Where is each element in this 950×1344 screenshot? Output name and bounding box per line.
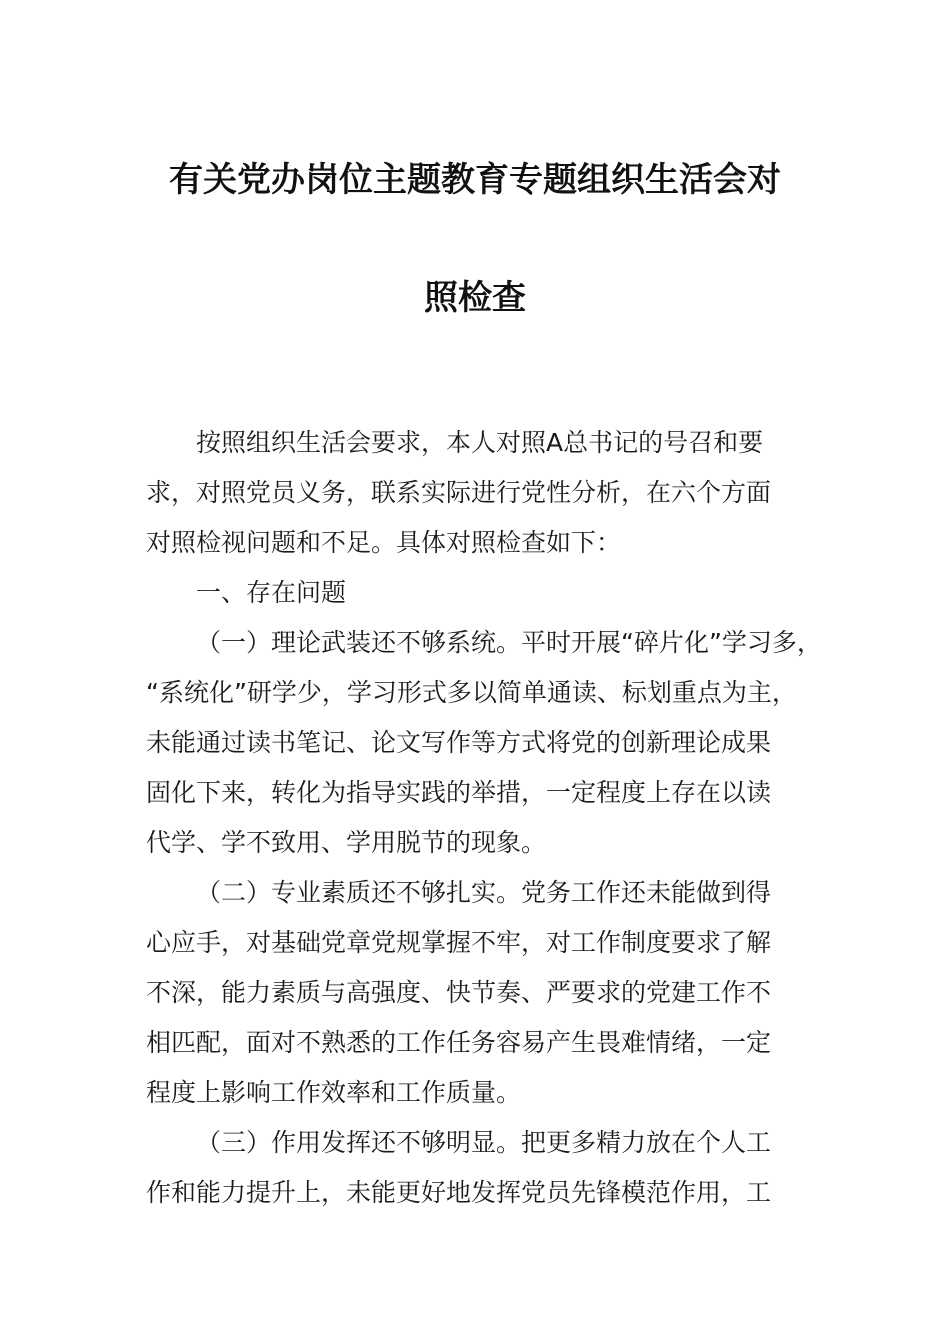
body-line: （三）作用发挥还不够明显。把更多精力放在个人工 — [196, 1128, 772, 1157]
body-line: 对照检视问题和不足。具体对照检查如下： — [146, 528, 622, 557]
body-line: 相匹配，面对不熟悉的工作任务容易产生畏难情绪，一定 — [146, 1028, 772, 1057]
body-line: （一）理论武装还不够系统。平时开展“碎片化”学习多， — [196, 628, 822, 657]
document-title-line-2: 照检查 — [424, 278, 526, 318]
body-line: 一、存在问题 — [196, 578, 347, 607]
body-line: 未能通过读书笔记、论文写作等方式将党的创新理论成果 — [146, 728, 772, 757]
body-line: “系统化”研学少，学习形式多以简单通读、标划重点为主， — [146, 678, 797, 707]
body-line: 程度上影响工作效率和工作质量。 — [146, 1078, 522, 1107]
body-line: （二）专业素质还不够扎实。党务工作还未能做到得 — [196, 878, 772, 907]
body-line: 固化下来，转化为指导实践的举措，一定程度上存在以读 — [146, 778, 772, 807]
document-title-line-1: 有关党办岗位主题教育专题组织生活会对 — [169, 160, 781, 200]
body-line: 作和能力提升上，未能更好地发挥党员先锋模范作用，工 — [146, 1178, 772, 1207]
body-line: 代学、学不致用、学用脱节的现象。 — [146, 828, 547, 857]
body-line: 心应手，对基础党章党规掌握不牢，对工作制度要求了解 — [146, 928, 772, 957]
body-line: 按照组织生活会要求，本人对照A总书记的号召和要 — [196, 428, 764, 457]
body-line: 求，对照党员义务，联系实际进行党性分析，在六个方面 — [146, 478, 772, 507]
body-line: 不深，能力素质与高强度、快节奏、严要求的党建工作不 — [146, 978, 772, 1007]
document-body — [146, 418, 846, 1218]
